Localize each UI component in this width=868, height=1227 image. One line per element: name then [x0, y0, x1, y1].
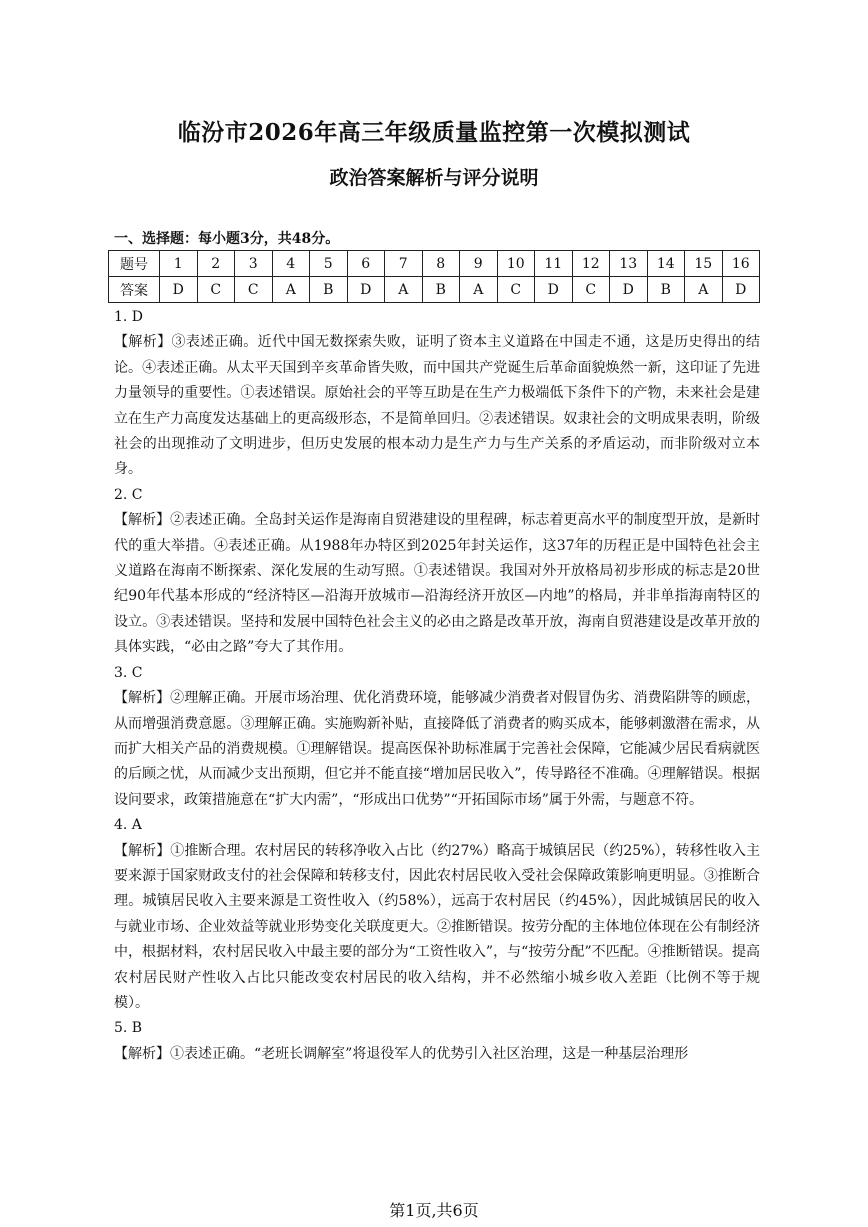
question-block-2 [114, 483, 760, 661]
answer-cell: D [722, 277, 760, 303]
answer-cell: A [685, 277, 723, 303]
question-number-cell: 12 [572, 251, 610, 277]
analysis-body [114, 305, 760, 1067]
answer-cell: D [347, 277, 385, 303]
answer-cell: D [160, 277, 198, 303]
question-block-5 [114, 1016, 760, 1067]
question-number-cell: 2 [197, 251, 235, 277]
question-label: 4. A [114, 817, 142, 834]
question-number-cell: 14 [647, 251, 685, 277]
answer-cell: C [497, 277, 535, 303]
answer-cell: C [235, 277, 273, 303]
document-title: 临汾市2026年高三年级质量监控第一次模拟测试 [177, 119, 691, 146]
row-header-answer: 答案 [109, 277, 160, 303]
question-number-row [109, 251, 760, 277]
question-label: 2. C [114, 486, 143, 503]
answer-cell: C [197, 277, 235, 303]
question-analysis: 【解析】②表述正确。全岛封关运作是海南自贸港建设的里程碑，标志着更高水平的制度型开放，是新时代的重大举措。④表述正确。从1988年办特区到2025年封关运作，这37年的历程正是中国特色社会主义道路在海南不断探索、深化发展的生动写照。①表述错误。我国对外开放格局初步形成的标志是20世纪90年代基本形成的“经济特区—沿海开放城市—沿海经济开放区—内地”的格局，并非单指海南特区的设立。③表述错误。坚持和发展中国特色社会主义的必由之路是改革开放，海南自贸港建设是改革开放的具体实践，“必由之路”夸大了其作用。 [114, 512, 760, 656]
question-analysis: 【解析】①表述正确。“老班长调解室”将退役军人的优势引入社区治理，这是一种基层治理形 [114, 1045, 689, 1062]
question-number-cell: 13 [610, 251, 648, 277]
question-analysis: 【解析】③表述正确。近代中国无数探索失败，证明了资本主义道路在中国走不通，这是历史得出的结论。④表述正确。从太平天国到辛亥革命皆失败，而中国共产党诞生后革命面貌焕然一新，这印证了先进力量领导的重要性。①表述错误。原始社会的平等互助是在生产力极端低下条件下的产物，未来社会是建立在生产力高度发达基础上的更高级形态，不是简单回归。②表述错误。奴隶社会的文明成果表明，阶级社会的出现推动了文明进步，但历史发展的根本动力是生产力与生产关系的矛盾运动，而非阶级对立本身。 [114, 334, 760, 478]
question-number-cell: 16 [722, 251, 760, 277]
question-label: 5. B [114, 1020, 143, 1037]
question-number-cell: 7 [385, 251, 423, 277]
answer-table [108, 250, 760, 303]
answer-cell: C [572, 277, 610, 303]
question-label: 1. D [114, 309, 144, 325]
question-number-cell: 1 [160, 251, 198, 277]
answer-cell: A [385, 277, 423, 303]
question-analysis: 【解析】①推断合理。农村居民的转移净收入占比（约27%）略高于城镇居民（约25%），转移性收入主要来源于国家财政支付的社会保障和转移支付，因此农村居民收入受社会保障政策影响更明显。③推断合理。城镇居民收入主要来源是工资性收入（约58%），远高于农村居民（约45%），因此城镇居民的收入与就业市场、企业效益等就业形势变化关联度更大。②推断错误。按劳分配的主体地位体现在公有制经济中，根据材料，农村居民收入中最主要的部分为“工资性收入”，与“按劳分配”不匹配。④推断错误。提高农村居民财产性收入占比只能改变农村居民的收入结构，并不必然缩小城乡收入差距（比例不等于规模）。 [114, 842, 760, 1011]
answer-cell: B [647, 277, 685, 303]
question-number-cell: 6 [347, 251, 385, 277]
answer-cell: D [535, 277, 573, 303]
question-number-cell: 8 [422, 251, 460, 277]
question-block-3 [114, 661, 760, 813]
question-number-cell: 15 [685, 251, 723, 277]
section-heading: 一、选择题：每小题3分，共48分。 [114, 231, 340, 247]
question-number-cell: 5 [310, 251, 348, 277]
answer-cell: B [422, 277, 460, 303]
question-number-cell: 9 [460, 251, 498, 277]
question-number-cell: 11 [535, 251, 573, 277]
question-block-4 [114, 813, 760, 1016]
answer-cell: A [272, 277, 310, 303]
document-subtitle: 政治答案解析与评分说明 [329, 167, 539, 189]
question-block-1 [114, 305, 760, 483]
answer-row [109, 277, 760, 303]
question-number-cell: 4 [272, 251, 310, 277]
page-footer: 第1页,共6页 [389, 1201, 479, 1220]
question-analysis: 【解析】②理解正确。开展市场治理、优化消费环境，能够减少消费者对假冒伪劣、消费陷阱等的顾虑，从而增强消费意愿。③理解正确。实施购新补贴，直接降低了消费者的购买成本，能够刺激潜在需求，从而扩大相关产品的消费规模。①理解错误。提高医保补助标准属于完善社会保障，它能减少居民看病就医的后顾之忧，从而减少支出预期，但它并不能直接“增加居民收入”，传导路径不准确。④理解错误。根据设问要求，政策措施意在“扩大内需”，“形成出口优势”“开拓国际市场”属于外需，与题意不符。 [114, 690, 760, 808]
answer-cell: B [310, 277, 348, 303]
answer-cell: D [610, 277, 648, 303]
question-label: 3. C [114, 664, 143, 681]
question-number-cell: 10 [497, 251, 535, 277]
row-header-number: 题号 [109, 251, 160, 277]
question-number-cell: 3 [235, 251, 273, 277]
answer-cell: A [460, 277, 498, 303]
